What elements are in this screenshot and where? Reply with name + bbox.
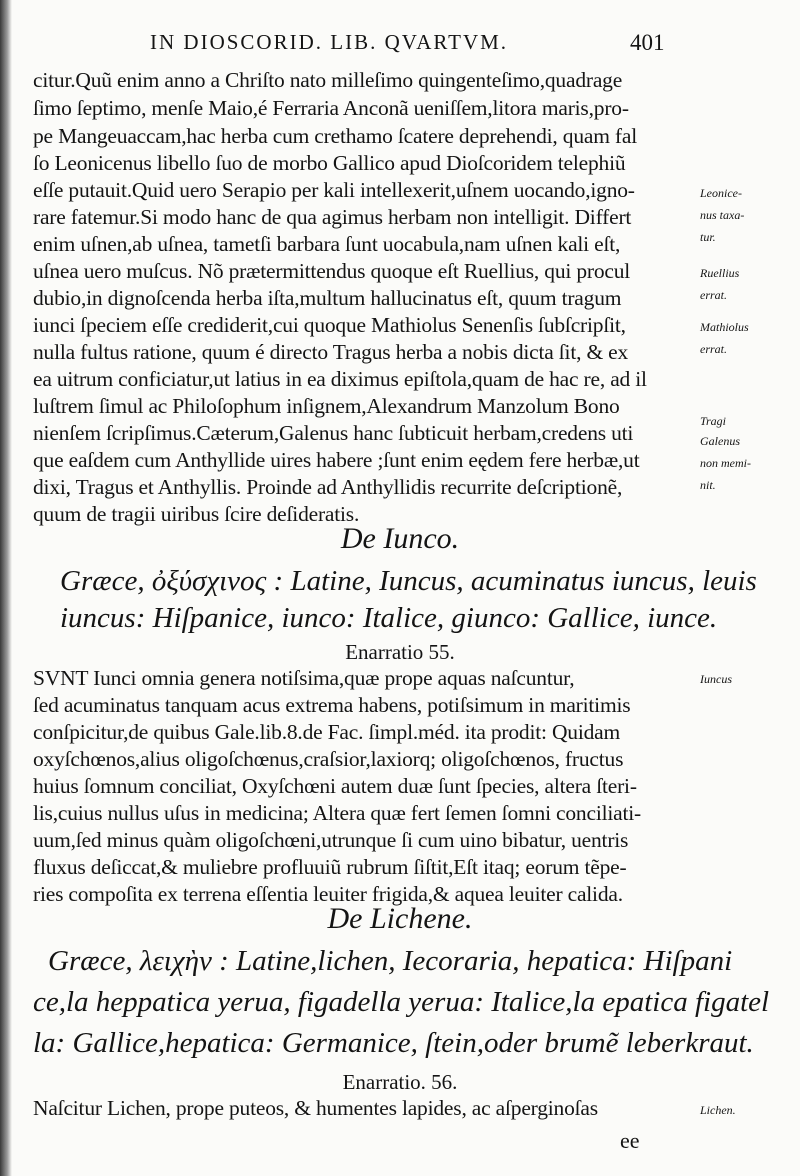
text-line: que eaſdem cum Anthyllide uires habere ;ſunt enim eędem fere herbæ,ut [33, 448, 640, 472]
text-line: iunci ſpeciem eſſe crediderit,cui quoque Mathiolus Senenſis ſubſcripſit, [33, 313, 626, 337]
margin-note: Leonice- [700, 186, 742, 200]
margin-note: Ruellius [700, 266, 740, 280]
margin-note: Tragi [700, 414, 727, 428]
text-line: SVNT Iunci omnia genera notiſsima,quæ prope aquas naſcuntur, [33, 666, 575, 690]
page-number: 401 [630, 30, 665, 55]
text-line: ſed acuminatus tanquam acus extrema habens, potiſsimum in maritimis [33, 693, 631, 717]
margin-note: Lichen. [700, 1103, 736, 1117]
enarratio-label: Enarratio. 56. [342, 1070, 458, 1094]
text-line: lis,cuius nullus uſus in medicina; Altera quæ fert ſemen ſomni conciliati- [33, 801, 641, 825]
text-line: enim uſnen,ab uſnea, tametſi barbara ſunt uocabula,nam uſnen kali eſt, [33, 232, 621, 256]
margin-note: nit. [700, 478, 716, 492]
text-line: pe Mangeuaccam,hac herba cum crethamo ſcatere deprehendi, quam fal [33, 124, 638, 148]
text-line: ſimo ſeptimo, menſe Maio,é Ferraria Anconã ueniſſem,litora maris,pro- [33, 96, 629, 120]
margin-note: tur. [700, 230, 716, 244]
text-line: dixi, Tragus et Anthyllis. Proinde ad Anthyllidis recurrite deſcriptionẽ, [33, 475, 623, 499]
margin-note: errat. [700, 288, 727, 302]
margin-note: non memi- [700, 456, 751, 470]
text-line: eſſe putauit.Quid uero Serapio per kali intellexerit,uſnem uocando,igno- [33, 178, 635, 202]
names-line: Græce, ὀξύσχινος : Latine, Iuncus, acuminatus iuncus, leuis [60, 565, 757, 597]
margin-note: errat. [700, 342, 727, 356]
text-line: dubio,in dignoſcenda herba iſta,multum hallucinatus eſt, quum tragum [33, 286, 622, 310]
margin-note: nus taxa- [700, 208, 745, 222]
text-line: conſpicitur,de quibus Gale.lib.8.de Fac. ſimpl.méd. ita prodit: Quidam [33, 720, 621, 744]
text-line: nienſem ſcripſimus.Cæterum,Galenus hanc ſubticuit herbam,credens uti [33, 421, 634, 445]
text-line: ſo Leonicenus libello ſuo de morbo Gallico apud Dioſcoridem telephiũ [33, 151, 626, 175]
margin-note: Galenus [700, 434, 740, 448]
text-line: Naſcitur Lichen, prope puteos, & humentes lapides, ac aſperginoſas [33, 1096, 598, 1120]
text-line: citur.Quũ enim anno a Chriſto nato milleſimo quingenteſimo,quadrage [33, 68, 623, 92]
text-line: ea uitrum conficiatur,ut latius in ea diximus epiſtola,quam de hac re, ad il [33, 367, 647, 391]
page-edge-shadow [0, 0, 12, 1176]
enarratio-label: Enarratio 55. [345, 640, 455, 664]
names-line: iuncus: Hiſpanice, iunco: Italice, giunco: Gallice, iunce. [60, 602, 718, 634]
section-heading: De Lichene. [327, 902, 473, 935]
text-line: fluxus deſiccat,& muliebre profluuiũ rubrum ſiſtit,Eſt itaq; eorum tẽpe- [33, 855, 627, 879]
section-heading: De Iunco. [340, 522, 460, 555]
text-line: luſtrem ſimul ac Philoſophum inſignem,Alexandrum Manzolum Bono [33, 394, 620, 418]
text-line: nulla fultus ratione, quum é directo Tragus herba a nobis dicta ſit, & ex [33, 340, 629, 364]
signature-mark: ee [620, 1128, 640, 1153]
text-line: uſnea uero muſcus. Nõ prætermittendus quoque eſt Ruellius, qui procul [33, 259, 631, 283]
text-line: quum de tragii uiribus ſcire deſideratis. [33, 502, 360, 526]
running-title: IN DIOSCORID. LIB. QVARTVM. [150, 30, 509, 54]
margin-note: Mathiolus [700, 320, 749, 334]
names-line: la: Gallice,hepatica: Germanice, ſtein,oder brumẽ leberkraut. [33, 1027, 754, 1059]
text-line: huius ſomnum conciliat, Oxyſchœni autem duæ ſunt ſpecies, altera ſteri- [33, 774, 637, 798]
text-line: ries compoſita ex terrena eſſentia leuiter frigida,& aquea leuiter calida. [33, 882, 623, 906]
text-line: oxyſchœnos,alius oligoſchœnus,craſsior,laxiorq; oligoſchœnos, fructus [33, 747, 624, 771]
text-line: uum,ſed minus quàm oligoſchœni,utrunque ſi cum uino bibatur, uentris [33, 828, 629, 852]
names-line: Græce, λειχὴν : Latine,lichen, Iecoraria, hepatica: Hiſpani [48, 945, 733, 977]
names-line: ce,la heppatica yerua, figadella yerua: Italice,la epatica figatel [33, 986, 770, 1018]
margin-note: Iuncus [700, 672, 732, 686]
text-line: rare fatemur.Si modo hanc de qua agimus herbam non intelligit. Differt [33, 205, 632, 229]
